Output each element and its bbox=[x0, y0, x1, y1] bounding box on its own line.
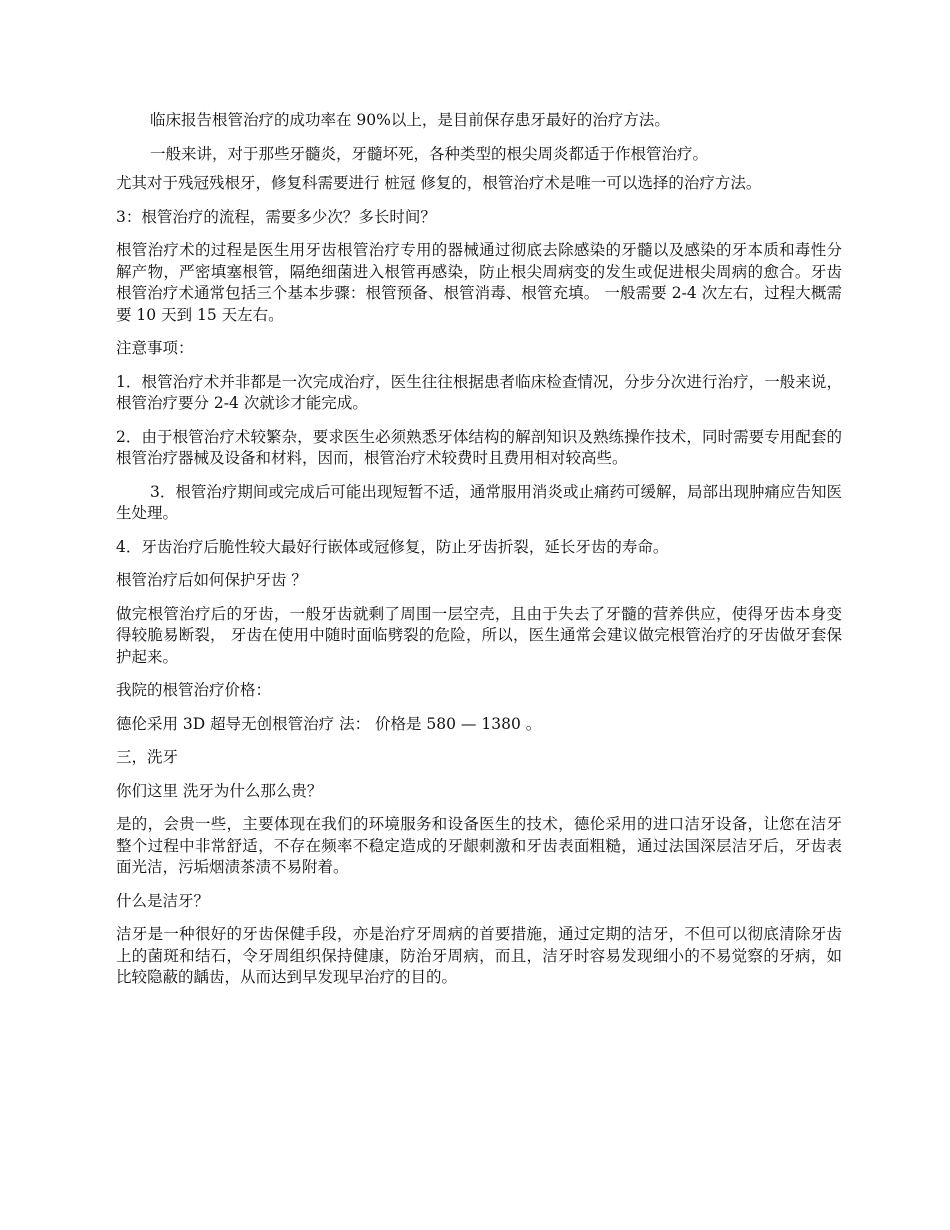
note-item-2: 2．由于根管治疗术较繁杂，要求医生必须熟悉牙体结构的解剖知识及熟练操作技术，同时需要专用配套的根管治疗器械及设备和材料，因而，根管治疗术较费时且费用相对较高些。 bbox=[116, 427, 842, 467]
heading-section-three: 三，洗牙 bbox=[116, 748, 179, 766]
paragraph-success-rate: 临床报告根管治疗的成功率在 90%以上，是目前保存患牙最好的治疗方法。 bbox=[150, 111, 670, 129]
heading-what-is-cleaning: 什么是洁牙？ bbox=[116, 891, 210, 910]
paragraph-what-is-cleaning: 洁牙是一种很好的牙齿保健手段，亦是治疗牙周病的首要措施，通过定期的洁牙，不但可以彻底清除牙齿上的菌斑和结石，令牙周组织保持健康，防治牙周病，而且，洁牙时容易发现细小的不易觉察的牙病，如比较隐蔽的龋齿，从而达到早发现早治疗的目的。 bbox=[116, 925, 842, 986]
paragraph-procedure: 根管治疗术的过程是医生用牙齿根管治疗专用的器械通过彻底去除感染的牙髓以及感染的牙本质和毒性分解产物，严密填塞根管，隔绝细菌进入根管再感染，防止根尖周病变的发生或促进根尖周病的愈合。牙齿根管治疗术通常包括三个基本步骤：根管预备、根管消毒、根管充填。 一般需要 2-4 次左右，过程大概需要 10 天到 15 天左右。 bbox=[116, 241, 842, 324]
note-item-1: 1．根管治疗术并非都是一次完成治疗，医生往往根据患者临床检查情况，分步分次进行治疗，一般来说，根管治疗要分 2-4 次就诊才能完成。 bbox=[116, 372, 842, 412]
question-cleaning-price: 你们这里 洗牙为什么那么贵？ bbox=[116, 781, 323, 800]
heading-protect-teeth: 根管治疗后如何保护牙齿 ？ bbox=[116, 571, 307, 589]
heading-procedure: 3：根管治疗的流程，需要多少次？多长时间？ bbox=[116, 207, 436, 226]
answer-cleaning-price: 是的，会贵一些，主要体现在我们的环境服务和设备医生的技术，德伦采用的进口洁牙设备，让您在洁牙整个过程中非常舒适，不存在频率不稳定造成的牙龈刺激和牙齿表面粗糙，通过法国深层洁牙后，牙齿表面光洁，污垢烟渍茶渍不易附着。 bbox=[116, 815, 842, 876]
document-page bbox=[116, 110, 842, 1001]
heading-notes: 注意事项： bbox=[116, 339, 194, 357]
heading-price: 我院的根管治疗价格： bbox=[116, 681, 272, 699]
note-item-3: 3．根管治疗期间或完成后可能出现短暂不适，通常服用消炎或止痛药可缓解，局部出现肿痛应告知医生处理。 bbox=[116, 482, 842, 522]
paragraph-residual-crown: 尤其对于残冠残根牙，修复科需要进行 桩冠 修复的，根管治疗术是唯一可以选择的治疗方法。 bbox=[116, 174, 762, 192]
note-item-4: 4．牙齿治疗后脆性较大最好行嵌体或冠修复，防止牙齿折裂，延长牙齿的寿命。 bbox=[116, 537, 669, 556]
paragraph-price: 德伦采用 3D 超导无创根管治疗 法： 价格是 580 — 1380 。 bbox=[116, 714, 542, 733]
paragraph-protect-teeth: 做完根管治疗后的牙齿，一般牙齿就剩了周围一层空壳，且由于失去了牙髓的营养供应，使得牙齿本身变得较脆易断裂， 牙齿在使用中随时面临劈裂的危险，所以，医生通常会建议做完根管治疗的牙齿做牙套保护起来。 bbox=[116, 604, 842, 666]
paragraph-indications: 一般来讲，对于那些牙髓炎，牙髓坏死，各种类型的根尖周炎都适于作根管治疗。 bbox=[150, 144, 709, 163]
